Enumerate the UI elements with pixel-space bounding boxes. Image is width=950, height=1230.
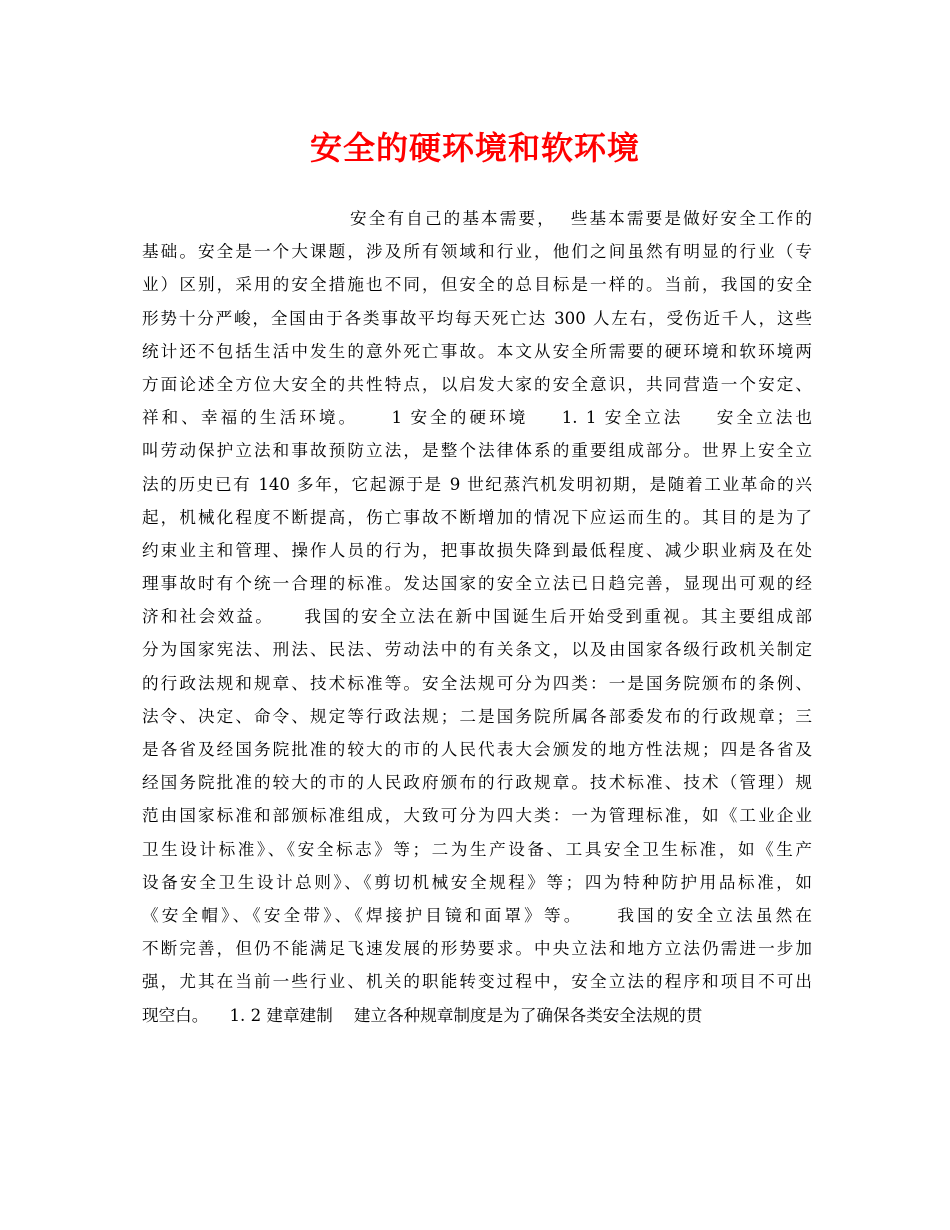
body-line: 法的历史已有 140 多年，它起源于是 9 世纪蒸汽机发明初期，是随着工业革命的兴 <box>142 474 812 494</box>
body-line: 形势十分严峻，全国由于各类事故平均每天死亡达 300 人左右，受伤近千人，这些 <box>142 308 812 328</box>
body-line: 设备安全卫生设计总则》、《剪切机械安全规程》等；四为特种防护用品标准，如 <box>142 872 812 892</box>
body-line: 约束业主和管理、操作人员的行为，把事故损失降到最低程度、减少职业病及在处 <box>142 540 812 560</box>
body-line: 强，尤其在当前一些行业、机关的职能转变过程中，安全立法的程序和项目不可出 <box>142 972 812 992</box>
document-body <box>142 202 812 1032</box>
body-line: 基础。安全是一个大课题，涉及所有领域和行业，他们之间虽然有明显的行业（专 <box>142 242 812 262</box>
body-line: 叫劳动保护立法和事故预防立法，是整个法律体系的重要组成部分。世界上安全立 <box>142 441 812 461</box>
body-line: 方面论述全方位大安全的共性特点，以启发大家的安全意识，共同营造一个安定、 <box>142 374 812 394</box>
body-line: 安全有自己的基本需要， 些基本需要是做好安全工作的 <box>350 209 812 228</box>
body-line: 理事故时有个统一合理的标准。发达国家的安全立法已日趋完善，显现出可观的经 <box>142 574 812 594</box>
body-line: 的行政法规和规章、技术标准等。安全法规可分为四类：一是国务院颁布的条例、 <box>142 673 812 693</box>
body-line: 范由国家标准和部颁标准组成，大致可分为四大类：一为管理标准，如《工业企业 <box>142 806 812 826</box>
body-line: 分为国家宪法、刑法、民法、劳动法中的有关条文，以及由国家各级行政机关制定 <box>142 640 812 660</box>
body-line: 《安全帽》、《安全带》、《焊接护目镜和面罩》等。 我国的安全立法虽然在 <box>142 905 812 925</box>
body-line: 法令、决定、命令、规定等行政法规；二是国务院所属各部委发布的行政规章；三 <box>142 706 812 726</box>
body-line: 业）区别，采用的安全措施也不同，但安全的总目标是一样的。当前，我国的安全 <box>142 275 812 295</box>
body-line: 不断完善，但仍不能满足飞速发展的形势要求。中央立法和地方立法仍需进一步加 <box>142 939 812 959</box>
body-line: 是各省及经国务院批准的较大的市的人民代表大会颁发的地方性法规；四是各省及 <box>142 740 812 759</box>
body-line: 统计还不包括生活中发生的意外死亡事故。本文从安全所需要的硬环境和软环境两 <box>142 341 812 361</box>
body-line: 祥和、幸福的生活环境。 1 安全的硬环境 1. 1 安全立法 安全立法也 <box>142 408 812 428</box>
body-line: 卫生设计标准》、《安全标志》等；二为生产设备、工具安全卫生标准，如《生产 <box>142 839 812 859</box>
body-line: 济和社会效益。 我国的安全立法在新中国诞生后开始受到重视。其主要组成部 <box>142 607 812 627</box>
body-line: 起，机械化程度不断提高，伤亡事故不断增加的情况下应运而生的。其目的是为了 <box>142 507 812 527</box>
document-title: 安全的硬环境和软环境 <box>309 129 640 167</box>
body-line: 经国务院批准的较大的市的人民政府颁布的行政规章。技术标准、技术（管理）规 <box>142 773 812 793</box>
body-line: 现空白。 1. 2 建章建制 建立各种规章制度是为了确保各类安全法规的贯 <box>142 1005 703 1025</box>
